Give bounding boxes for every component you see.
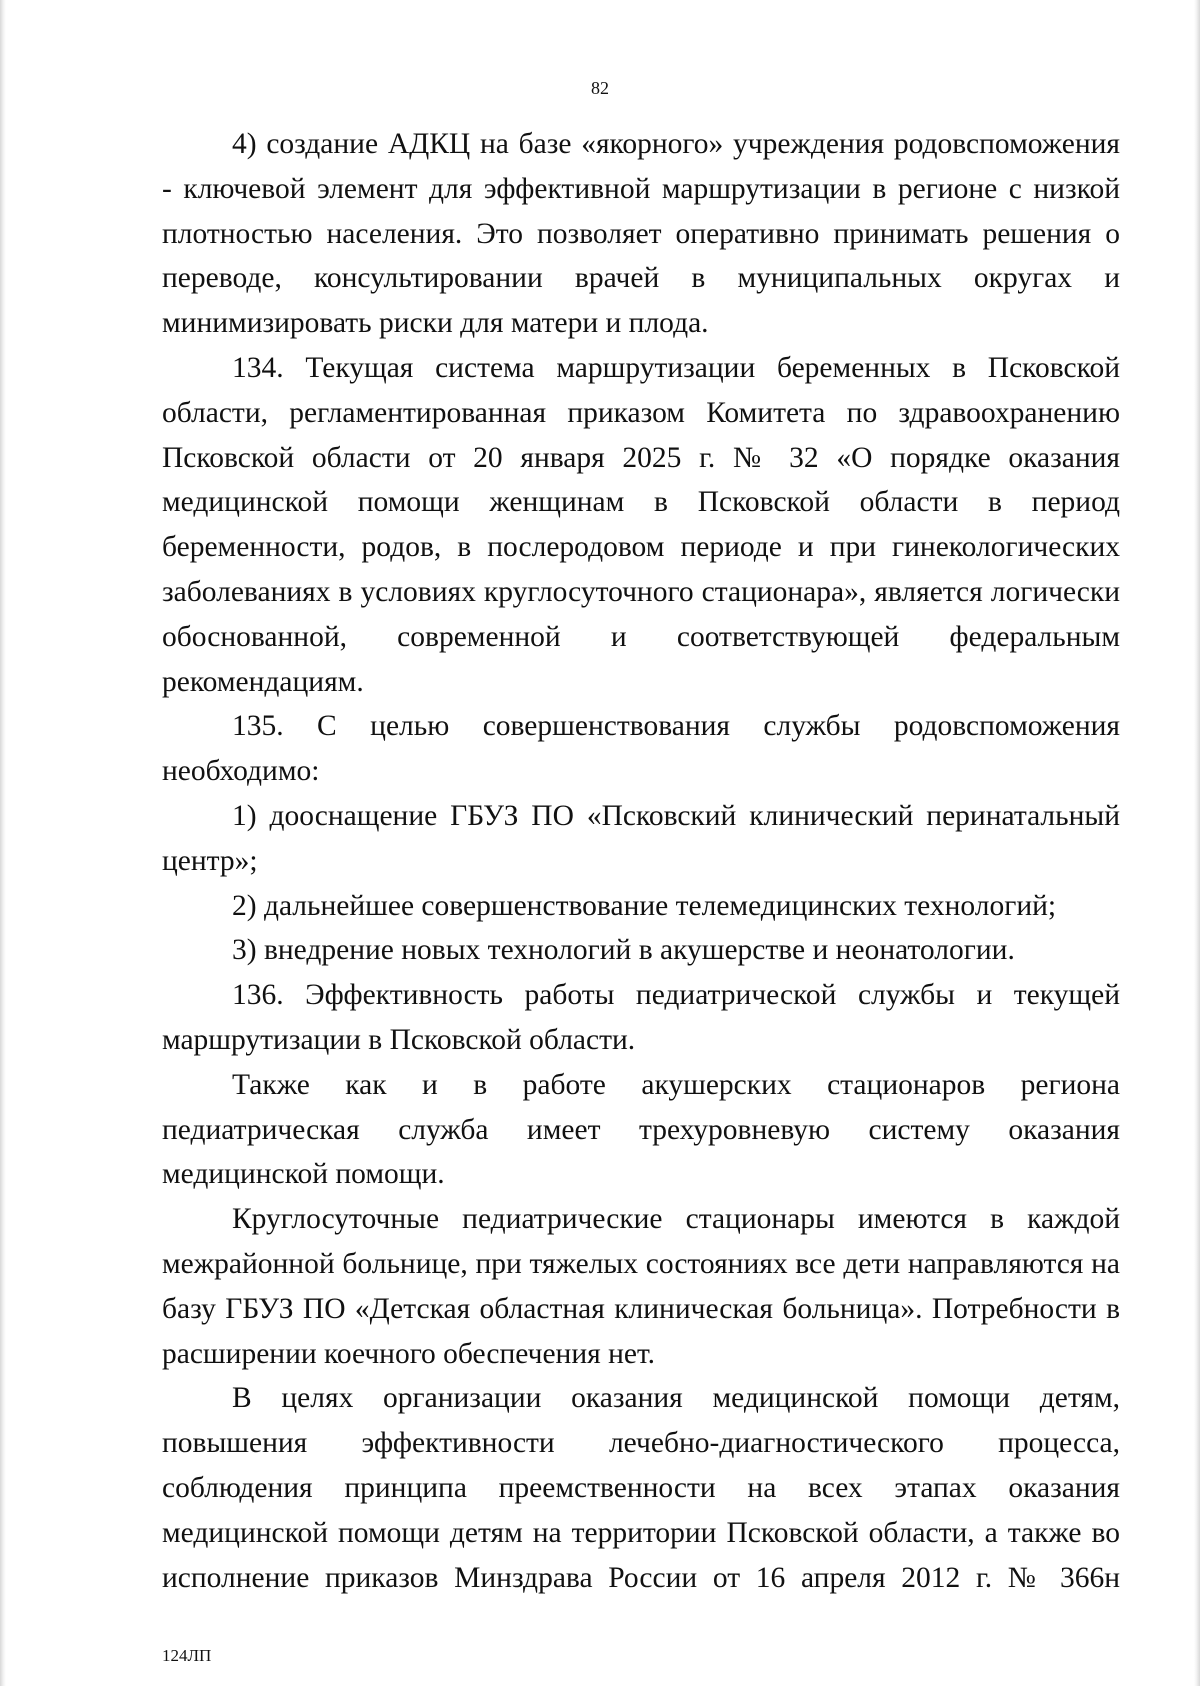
page-number: 82 — [591, 78, 609, 98]
paragraph-round-the-clock: Круглосуточные педиатрические стационары имеются в каждой межрайонной больнице, при тяжелых состояниях все дети направляются на базу ГБУЗ ПО «Детская областная клиническая больница». Потребности в расширении коечного обеспечения нет. — [162, 1203, 1120, 1370]
document-body — [162, 122, 1120, 1600]
scan-edge-right — [1194, 0, 1200, 1686]
list-item-1: 1) дооснащение ГБУЗ ПО «Псковский клинический перинатальный центр»; — [162, 799, 1120, 877]
list-item-3: 3) внедрение новых технологий в акушерстве и неонатологии. — [232, 934, 1015, 967]
paragraph-adkc: 4) создание АДКЦ на базе «якорного» учреждения родовспоможения - ключевой элемент для эффективной маршрутизации в регионе с низкой плотностью населения. Это позволяет оперативно принимать решения о переводе, консультировании врачей в муниципальных округах и минимизировать риски для матери и плода. — [162, 128, 1120, 340]
paragraph-136: 136. Эффективность работы педиатрической службы и текущей маршрутизации в Псковской области. — [162, 979, 1120, 1056]
paragraph-134: 134. Текущая система маршрутизации беременных в Псковской области, регламентированная приказом Комитета по здравоохранению Псковской области от 20 января 2025 г. № 32 «О порядке оказания медицинской помощи женщинам в Псковской области в период беременности, родов, в послеродовом периоде и при гинекологических заболеваниях в условиях круглосуточного стационара», является логически обоснованной, современной и соответствующей федеральным рекомендациям. — [162, 351, 1120, 698]
footer-document-code: 124ЛП — [162, 1646, 212, 1665]
scan-edge-left — [0, 0, 6, 1686]
paragraph-three-level-system: Также как и в работе акушерских стационаров региона педиатрическая служба имеет трехуровневую систему оказания медицинской помощи. — [162, 1068, 1120, 1191]
paragraph-organization-goals: В целях организации оказания медицинской помощи детям, повышения эффективности лечебно-диагностического процесса, соблюдения принципа преемственности на всех этапах оказания медицинской помощи детям на территории Псковской области, а также во исполнение приказов Минздрава России от 16 апреля 2012 г. № 366н — [162, 1382, 1120, 1594]
list-item-2: 2) дальнейшее совершенствование телемедицинских технологий; — [232, 889, 1057, 922]
paragraph-135: 135. С целью совершенствования службы родовспоможения необходимо: — [162, 710, 1120, 788]
